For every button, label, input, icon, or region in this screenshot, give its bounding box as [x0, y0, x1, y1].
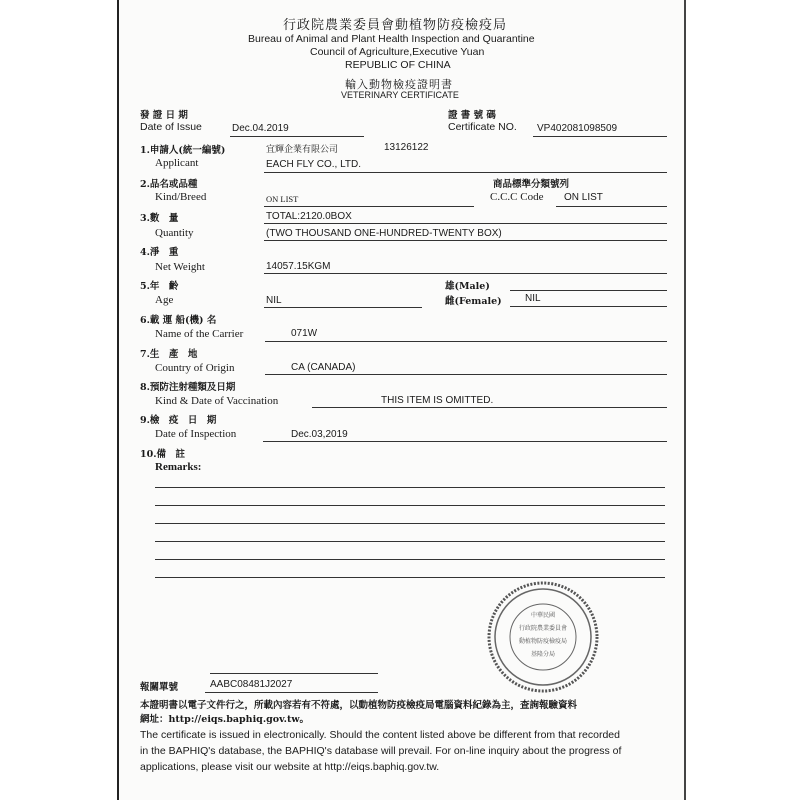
inspection-value: Dec.03,2019 — [291, 429, 348, 440]
footer-note-en-3: applications, please visit our website at http://eiqs.baphiq.gov.tw. — [140, 761, 440, 773]
kind-underline — [264, 206, 474, 207]
issue-date-value: Dec.04.2019 — [232, 123, 289, 134]
carrier-label: Name of the Carrier — [155, 328, 244, 340]
weight-value: 14057.15KGM — [266, 261, 331, 272]
footer-note-zh-1: 本證明書以電子文件行之，所載內容若有不符處，以動植物防疫檢疫局電腦資料紀錄為主，查詢報驗資料 — [140, 700, 578, 711]
cert-no-label: Certificate NO. — [448, 121, 517, 133]
country-title: REPUBLIC OF CHINA — [345, 59, 451, 71]
weight-label-zh: 4.淨 重 — [140, 247, 179, 258]
report-no-label-zh: 報關單號 — [140, 682, 179, 693]
male-label: 雄(Male) — [445, 281, 490, 292]
inspection-underline — [263, 441, 667, 442]
seal-text: 動植物防疫檢疫局 — [518, 638, 568, 645]
certificate-title-en: VETERINARY CERTIFICATE — [341, 90, 459, 100]
quantity-label-zh: 3.數 量 — [140, 213, 179, 224]
kind-value: ON LIST — [266, 194, 299, 204]
quantity-underline-2 — [264, 240, 667, 241]
age-underline — [264, 307, 422, 308]
quantity-label: Quantity — [155, 227, 194, 239]
remarks-line — [155, 577, 665, 578]
female-label: 雌(Female) — [445, 296, 502, 307]
origin-label-zh: 7.生 產 地 — [140, 349, 198, 360]
issue-date-label: Date of Issue — [140, 121, 202, 133]
quantity-words: (TWO THOUSAND ONE-HUNDRED-TWENTY BOX) — [266, 228, 502, 239]
carrier-underline — [265, 341, 667, 342]
report-no-topline — [210, 673, 378, 674]
weight-label: Net Weight — [155, 261, 205, 273]
applicant-underline — [264, 172, 667, 173]
age-label-zh: 5.年 齡 — [140, 281, 179, 292]
ccc-underline — [556, 206, 667, 207]
remarks-line — [155, 505, 665, 506]
applicant-id: 13126122 — [384, 142, 429, 153]
remarks-label-zh: 10.備 註 — [140, 449, 186, 460]
kind-label-zh: 2.品名或品種 — [140, 179, 198, 190]
kind-label: Kind/Breed — [155, 191, 207, 203]
remarks-line — [155, 487, 665, 488]
male-underline — [510, 290, 667, 291]
certificate-title-zh: 輸入動物檢疫證明書 — [345, 78, 453, 91]
footer-note-en-1: The certificate is issued in electronically. Should the content listed above be different from that recorded — [140, 729, 620, 741]
page-frame-right — [684, 0, 686, 800]
carrier-value: 071W — [291, 328, 318, 339]
inspection-label-zh: 9.檢 疫 日 期 — [140, 415, 217, 426]
vaccination-label-zh: 8.預防注射種類及日期 — [140, 382, 236, 393]
inspection-label: Date of Inspection — [155, 428, 237, 440]
seal-text: 中華民國 — [530, 612, 556, 619]
official-seal-icon — [486, 580, 600, 694]
age-label: Age — [155, 294, 174, 306]
carrier-label-zh: 6.載 運 船(機) 名 — [140, 315, 217, 326]
footer-note-en-2: in the BAPHIQ's database, the BAPHIQ's database will prevail. For on-line inquiry about the progress of — [140, 745, 622, 757]
ccc-value: ON LIST — [564, 192, 603, 203]
issue-date-underline — [230, 136, 364, 137]
applicant-label: Applicant — [155, 157, 199, 169]
ccc-label: C.C.C Code — [490, 191, 544, 203]
female-underline — [510, 306, 667, 307]
agency-title-en: Bureau of Animal and Plant Health Inspection and Quarantine — [248, 33, 535, 45]
remarks-line — [155, 559, 665, 560]
applicant-name-en: EACH FLY CO., LTD. — [266, 159, 362, 170]
seal-text: 基隆分局 — [530, 651, 556, 658]
agency-title-zh: 行政院農業委員會動植物防疫檢疫局 — [283, 18, 508, 33]
issue-date-label-zh: 發 證 日 期 — [140, 110, 188, 121]
origin-label: Country of Origin — [155, 362, 235, 374]
ccc-label-zh: 商品標準分類號列 — [493, 179, 570, 190]
vaccination-value: THIS ITEM IS OMITTED. — [381, 395, 494, 406]
age-value: NIL — [266, 295, 282, 306]
female-value: NIL — [525, 293, 541, 304]
origin-underline — [265, 374, 667, 375]
report-no-underline — [205, 692, 378, 693]
remarks-line — [155, 541, 665, 542]
footer-note-zh-2: 網址：http://eiqs.baphiq.gov.tw。 — [140, 714, 310, 725]
vaccination-label: Kind & Date of Vaccination — [155, 395, 279, 407]
applicant-name-zh: 宜輝企業有限公司 — [266, 145, 339, 155]
origin-value: CA (CANADA) — [291, 362, 356, 373]
cert-no-underline — [533, 136, 667, 137]
council-title: Council of Agriculture,Executive Yuan — [310, 46, 485, 58]
weight-underline — [264, 273, 667, 274]
seal-text: 行政院農業委員會 — [518, 625, 568, 632]
remarks-label: Remarks: — [155, 461, 202, 473]
cert-no-label-zh: 證 書 號 碼 — [448, 110, 496, 121]
quantity-value: TOTAL:2120.0BOX — [266, 211, 352, 222]
remarks-line — [155, 523, 665, 524]
vaccination-underline — [312, 407, 667, 408]
applicant-label-zh: 1.申請人(統一編號) — [140, 145, 226, 156]
cert-no-value: VP402081098509 — [537, 123, 618, 134]
report-no-value: AABC08481J2027 — [210, 679, 293, 690]
quantity-underline-1 — [264, 223, 667, 224]
